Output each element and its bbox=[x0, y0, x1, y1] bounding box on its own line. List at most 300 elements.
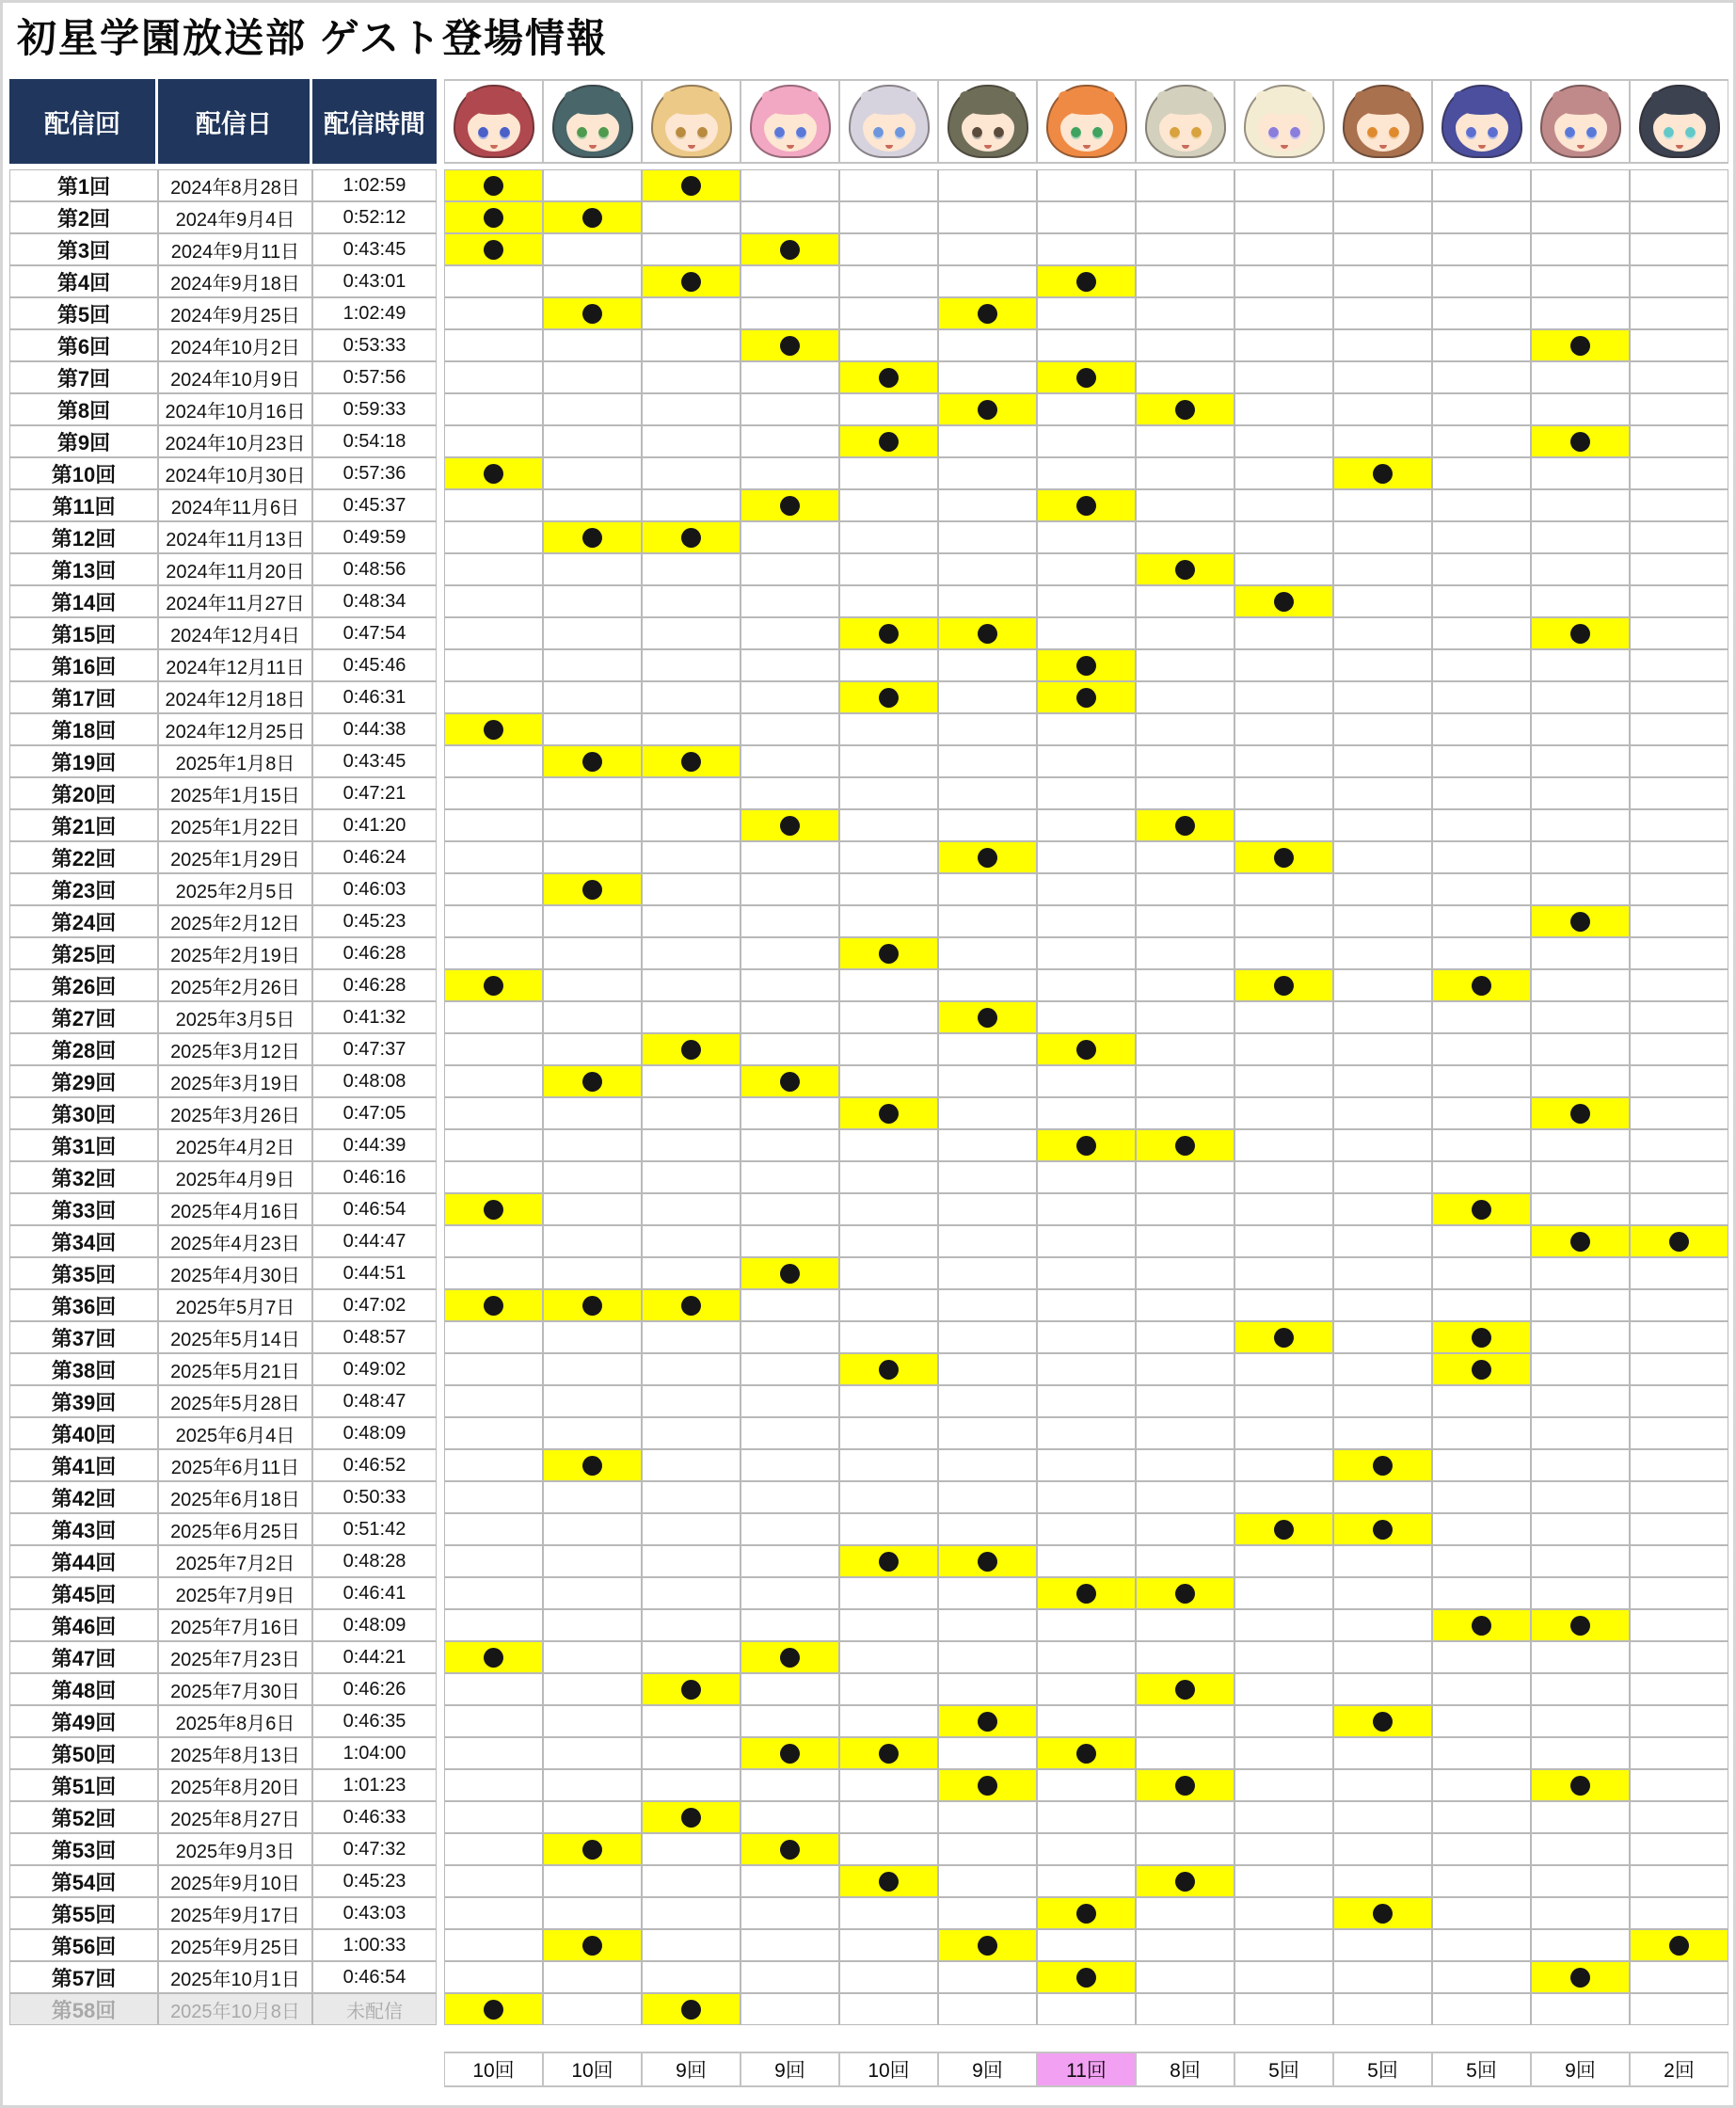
appearance-cell bbox=[1333, 1321, 1432, 1353]
appearance-dot bbox=[681, 2000, 701, 2020]
appearance-cell bbox=[1234, 425, 1333, 457]
appearance-cell bbox=[839, 1865, 938, 1897]
appearance-cell bbox=[839, 873, 938, 905]
appearance-dot bbox=[681, 176, 701, 196]
guest-avatar-10 bbox=[1333, 79, 1432, 164]
appearance-cell bbox=[1630, 1481, 1728, 1513]
row-spacer bbox=[437, 265, 444, 297]
appearance-dot bbox=[1570, 1232, 1590, 1252]
appearance-cell bbox=[1432, 329, 1531, 361]
appearance-cell bbox=[444, 1321, 543, 1353]
appearance-cell bbox=[1136, 1353, 1234, 1385]
episode-number: 第3回 bbox=[9, 233, 158, 265]
row-spacer bbox=[437, 777, 444, 809]
appearance-dot bbox=[879, 1744, 899, 1764]
appearance-cell bbox=[938, 1161, 1037, 1193]
appearance-cell bbox=[642, 1961, 741, 1993]
episode-date: 2025年2月19日 bbox=[158, 937, 312, 969]
appearance-dot bbox=[1076, 1744, 1096, 1764]
appearance-cell bbox=[839, 1193, 938, 1225]
appearance-cell bbox=[938, 777, 1037, 809]
episode-number: 第44回 bbox=[9, 1545, 158, 1577]
episode-row bbox=[9, 1417, 1728, 1449]
appearance-cell bbox=[839, 361, 938, 393]
episode-number: 第46回 bbox=[9, 1609, 158, 1641]
guest-appearance-table bbox=[9, 79, 1728, 2087]
appearance-cell bbox=[1136, 1673, 1234, 1705]
episode-number: 第18回 bbox=[9, 713, 158, 745]
appearance-cell bbox=[1531, 1385, 1630, 1417]
appearance-cell bbox=[1432, 1609, 1531, 1641]
episode-number: 第10回 bbox=[9, 457, 158, 489]
episode-number: 第39回 bbox=[9, 1385, 158, 1417]
appearance-cell bbox=[1136, 841, 1234, 873]
episode-date: 2024年12月11日 bbox=[158, 649, 312, 681]
appearance-cell bbox=[1136, 1609, 1234, 1641]
guest-avatar-8 bbox=[1136, 79, 1234, 164]
appearance-cell bbox=[444, 585, 543, 617]
appearance-cell bbox=[1630, 1929, 1728, 1961]
appearance-cell bbox=[938, 809, 1037, 841]
avatar-bangs bbox=[1651, 91, 1708, 115]
appearance-dot bbox=[1175, 400, 1195, 420]
episode-row bbox=[9, 969, 1728, 1001]
episode-date: 2025年1月29日 bbox=[158, 841, 312, 873]
appearance-cell bbox=[642, 521, 741, 553]
appearance-cell bbox=[1136, 777, 1234, 809]
appearance-cell bbox=[938, 1833, 1037, 1865]
row-spacer bbox=[437, 1097, 444, 1129]
row-spacer bbox=[437, 233, 444, 265]
row-spacer bbox=[437, 1353, 444, 1385]
appearance-cell bbox=[1432, 1129, 1531, 1161]
appearance-cell bbox=[1333, 585, 1432, 617]
episode-number: 第8回 bbox=[9, 393, 158, 425]
episode-row bbox=[9, 681, 1728, 713]
appearance-cell bbox=[1136, 1225, 1234, 1257]
episode-row bbox=[9, 1865, 1728, 1897]
appearance-cell bbox=[741, 1609, 839, 1641]
episode-row bbox=[9, 1929, 1728, 1961]
appearance-dot bbox=[1472, 1616, 1491, 1636]
appearance-cell bbox=[1037, 969, 1136, 1001]
appearance-dot bbox=[484, 1648, 503, 1668]
episode-number: 第9回 bbox=[9, 425, 158, 457]
episode-row bbox=[9, 1321, 1728, 1353]
row-spacer bbox=[437, 169, 444, 201]
appearance-cell bbox=[938, 169, 1037, 201]
appearance-dot bbox=[582, 528, 602, 548]
appearance-cell bbox=[839, 1737, 938, 1769]
appearance-cell bbox=[1037, 1321, 1136, 1353]
appearance-dot bbox=[1570, 624, 1590, 644]
appearance-cell bbox=[839, 1257, 938, 1289]
episode-row bbox=[9, 1897, 1728, 1929]
appearance-dot bbox=[681, 1680, 701, 1700]
episode-row bbox=[9, 457, 1728, 489]
appearance-cell bbox=[1432, 1033, 1531, 1065]
episode-date: 2025年8月27日 bbox=[158, 1801, 312, 1833]
appearance-cell bbox=[938, 1193, 1037, 1225]
appearance-cell bbox=[1333, 457, 1432, 489]
appearance-dot bbox=[582, 304, 602, 324]
appearance-cell bbox=[1037, 1449, 1136, 1481]
appearance-cell bbox=[1531, 969, 1630, 1001]
appearance-cell bbox=[543, 1129, 642, 1161]
episode-time: 0:47:02 bbox=[312, 1289, 437, 1321]
appearance-cell bbox=[741, 1065, 839, 1097]
avatar-eye bbox=[1664, 127, 1674, 139]
appearance-cell bbox=[1432, 1865, 1531, 1897]
appearance-cell bbox=[444, 1097, 543, 1129]
appearance-cell bbox=[839, 1929, 938, 1961]
appearance-cell bbox=[1136, 809, 1234, 841]
episode-time: 0:46:26 bbox=[312, 1673, 437, 1705]
appearance-cell bbox=[543, 1097, 642, 1129]
appearance-cell bbox=[741, 1033, 839, 1065]
appearance-cell bbox=[543, 489, 642, 521]
avatar-icon bbox=[651, 85, 732, 158]
appearance-cell bbox=[938, 553, 1037, 585]
appearance-cell bbox=[1333, 937, 1432, 969]
appearance-cell bbox=[1136, 1801, 1234, 1833]
appearance-cell bbox=[444, 969, 543, 1001]
row-spacer bbox=[437, 1193, 444, 1225]
appearance-cell bbox=[741, 1865, 839, 1897]
appearance-dot bbox=[1373, 1520, 1393, 1540]
episode-time: 0:44:47 bbox=[312, 1225, 437, 1257]
appearance-cell bbox=[642, 1161, 741, 1193]
appearance-cell bbox=[1037, 1257, 1136, 1289]
episode-date: 2025年6月4日 bbox=[158, 1417, 312, 1449]
appearance-dot bbox=[1175, 1680, 1195, 1700]
appearance-cell bbox=[1136, 1289, 1234, 1321]
appearance-dot bbox=[1076, 368, 1096, 388]
episode-row bbox=[9, 393, 1728, 425]
appearance-dot bbox=[1570, 912, 1590, 932]
appearance-cell bbox=[1333, 1993, 1432, 2025]
appearance-cell bbox=[1432, 841, 1531, 873]
appearance-cell bbox=[1234, 489, 1333, 521]
episode-date: 2025年8月13日 bbox=[158, 1737, 312, 1769]
episode-number: 第24回 bbox=[9, 905, 158, 937]
episode-number: 第6回 bbox=[9, 329, 158, 361]
appearance-cell bbox=[1432, 521, 1531, 553]
appearance-cell bbox=[1136, 713, 1234, 745]
appearance-cell bbox=[1333, 1289, 1432, 1321]
appearance-cell bbox=[1037, 329, 1136, 361]
appearance-cell bbox=[543, 1609, 642, 1641]
appearance-cell bbox=[543, 521, 642, 553]
appearance-cell bbox=[938, 1001, 1037, 1033]
appearance-cell bbox=[1136, 1001, 1234, 1033]
appearance-cell bbox=[1432, 1641, 1531, 1673]
episode-date: 2024年12月4日 bbox=[158, 617, 312, 649]
appearance-cell bbox=[1630, 233, 1728, 265]
appearance-cell bbox=[839, 1993, 938, 2025]
appearance-cell bbox=[839, 233, 938, 265]
appearance-cell bbox=[1630, 393, 1728, 425]
appearance-dot bbox=[1570, 1968, 1590, 1988]
appearance-cell bbox=[1531, 745, 1630, 777]
appearance-dot bbox=[1076, 496, 1096, 516]
appearance-cell bbox=[1136, 1833, 1234, 1865]
episode-date: 2024年10月23日 bbox=[158, 425, 312, 457]
row-spacer bbox=[437, 457, 444, 489]
appearance-cell bbox=[1333, 1545, 1432, 1577]
appearance-cell bbox=[938, 617, 1037, 649]
appearance-cell bbox=[938, 1481, 1037, 1513]
appearance-cell bbox=[1234, 457, 1333, 489]
appearance-cell bbox=[938, 937, 1037, 969]
appearance-cell bbox=[741, 1097, 839, 1129]
appearance-cell bbox=[1136, 265, 1234, 297]
episode-date: 2025年7月9日 bbox=[158, 1577, 312, 1609]
appearance-cell bbox=[1630, 1385, 1728, 1417]
episode-number: 第21回 bbox=[9, 809, 158, 841]
appearance-cell bbox=[1234, 1577, 1333, 1609]
appearance-cell bbox=[1630, 425, 1728, 457]
appearance-cell bbox=[839, 809, 938, 841]
appearance-cell bbox=[642, 1545, 741, 1577]
episode-time: 1:01:23 bbox=[312, 1769, 437, 1801]
appearance-cell bbox=[543, 1673, 642, 1705]
appearance-cell bbox=[1630, 617, 1728, 649]
episode-number: 第12回 bbox=[9, 521, 158, 553]
appearance-cell bbox=[1531, 1737, 1630, 1769]
appearance-cell bbox=[1531, 713, 1630, 745]
appearance-dot bbox=[978, 1008, 997, 1028]
episode-time: 0:49:02 bbox=[312, 1353, 437, 1385]
appearance-cell bbox=[1234, 329, 1333, 361]
appearance-cell bbox=[741, 873, 839, 905]
appearance-dot bbox=[879, 1104, 899, 1124]
appearance-cell bbox=[1234, 201, 1333, 233]
appearance-cell bbox=[1531, 457, 1630, 489]
appearance-cell bbox=[642, 1193, 741, 1225]
avatar-bangs bbox=[1059, 91, 1115, 115]
appearance-cell bbox=[543, 649, 642, 681]
appearance-cell bbox=[444, 777, 543, 809]
appearance-cell bbox=[1037, 1801, 1136, 1833]
appearance-cell bbox=[938, 681, 1037, 713]
episode-number: 第17回 bbox=[9, 681, 158, 713]
episode-row bbox=[9, 1673, 1728, 1705]
appearance-cell bbox=[642, 1769, 741, 1801]
appearance-cell bbox=[741, 265, 839, 297]
appearance-cell bbox=[839, 777, 938, 809]
appearance-dot bbox=[780, 816, 800, 836]
appearance-cell bbox=[444, 1161, 543, 1193]
appearance-cell bbox=[839, 585, 938, 617]
row-spacer bbox=[437, 905, 444, 937]
appearance-cell bbox=[1432, 1257, 1531, 1289]
appearance-cell bbox=[1037, 1577, 1136, 1609]
appearance-cell bbox=[1630, 1801, 1728, 1833]
appearance-cell bbox=[1432, 1417, 1531, 1449]
episode-number: 第50回 bbox=[9, 1737, 158, 1769]
episode-time: 0:48:34 bbox=[312, 585, 437, 617]
appearance-cell bbox=[444, 265, 543, 297]
guest-total-10: 5回 bbox=[1333, 2052, 1432, 2087]
appearance-cell bbox=[1136, 1737, 1234, 1769]
appearance-cell bbox=[1136, 1993, 1234, 2025]
episode-time: 0:46:03 bbox=[312, 873, 437, 905]
appearance-cell bbox=[1037, 297, 1136, 329]
appearance-cell bbox=[444, 649, 543, 681]
avatar-eye bbox=[1586, 127, 1597, 139]
appearance-cell bbox=[741, 1161, 839, 1193]
appearance-cell bbox=[1037, 1513, 1136, 1545]
appearance-cell bbox=[1333, 1929, 1432, 1961]
appearance-cell bbox=[1531, 1545, 1630, 1577]
appearance-cell bbox=[1630, 681, 1728, 713]
appearance-cell bbox=[1432, 1673, 1531, 1705]
appearance-cell bbox=[1531, 1929, 1630, 1961]
episode-number: 第13回 bbox=[9, 553, 158, 585]
appearance-cell bbox=[1630, 649, 1728, 681]
episode-time: 0:46:33 bbox=[312, 1801, 437, 1833]
episode-row bbox=[9, 1193, 1728, 1225]
episode-row bbox=[9, 649, 1728, 681]
appearance-cell bbox=[642, 1737, 741, 1769]
appearance-cell bbox=[1136, 1545, 1234, 1577]
appearance-cell bbox=[1333, 1033, 1432, 1065]
appearance-cell bbox=[1037, 489, 1136, 521]
appearance-cell bbox=[1037, 1705, 1136, 1737]
appearance-cell bbox=[1432, 425, 1531, 457]
appearance-cell bbox=[1432, 1097, 1531, 1129]
appearance-cell bbox=[1432, 585, 1531, 617]
appearance-cell bbox=[938, 1641, 1037, 1673]
appearance-cell bbox=[1531, 1609, 1630, 1641]
appearance-cell bbox=[741, 777, 839, 809]
appearance-dot bbox=[484, 240, 503, 260]
episode-number: 第38回 bbox=[9, 1353, 158, 1385]
episode-time: 0:46:54 bbox=[312, 1193, 437, 1225]
appearance-cell bbox=[1531, 873, 1630, 905]
appearance-cell bbox=[1531, 1161, 1630, 1193]
appearance-cell bbox=[1630, 1673, 1728, 1705]
episode-row bbox=[9, 1481, 1728, 1513]
episode-date: 2025年10月1日 bbox=[158, 1961, 312, 1993]
avatar-icon bbox=[1244, 85, 1325, 158]
episode-date: 2025年5月28日 bbox=[158, 1385, 312, 1417]
appearance-dot bbox=[1076, 1968, 1096, 1988]
appearance-cell bbox=[543, 329, 642, 361]
avatar-eye bbox=[1191, 127, 1202, 139]
appearance-dot bbox=[978, 1552, 997, 1572]
episode-row bbox=[9, 1801, 1728, 1833]
appearance-cell bbox=[1630, 1737, 1728, 1769]
appearance-cell bbox=[839, 553, 938, 585]
appearance-cell bbox=[1630, 265, 1728, 297]
episode-row bbox=[9, 1449, 1728, 1481]
appearance-cell bbox=[741, 1577, 839, 1609]
appearance-cell bbox=[1630, 489, 1728, 521]
appearance-cell bbox=[642, 457, 741, 489]
row-spacer bbox=[437, 617, 444, 649]
appearance-cell bbox=[741, 1833, 839, 1865]
appearance-cell bbox=[1136, 201, 1234, 233]
appearance-dot bbox=[1076, 272, 1096, 292]
appearance-cell bbox=[1531, 1449, 1630, 1481]
appearance-cell bbox=[1037, 1769, 1136, 1801]
appearance-cell bbox=[1531, 649, 1630, 681]
episode-time: 0:57:36 bbox=[312, 457, 437, 489]
episode-date: 2025年6月18日 bbox=[158, 1481, 312, 1513]
appearance-cell bbox=[1432, 169, 1531, 201]
appearance-cell bbox=[741, 1481, 839, 1513]
guest-total-6: 9回 bbox=[938, 2052, 1037, 2087]
appearance-cell bbox=[741, 1961, 839, 1993]
appearance-cell bbox=[1037, 1609, 1136, 1641]
appearance-cell bbox=[1432, 1449, 1531, 1481]
appearance-cell bbox=[1136, 489, 1234, 521]
appearance-dot bbox=[1570, 1104, 1590, 1124]
appearance-cell bbox=[444, 425, 543, 457]
appearance-cell bbox=[543, 1737, 642, 1769]
appearance-dot bbox=[1570, 336, 1590, 356]
appearance-cell bbox=[1630, 1097, 1728, 1129]
appearance-cell bbox=[938, 1449, 1037, 1481]
episode-row bbox=[9, 1129, 1728, 1161]
appearance-cell bbox=[444, 1033, 543, 1065]
appearance-cell bbox=[1333, 553, 1432, 585]
appearance-cell bbox=[642, 617, 741, 649]
episode-date: 2025年3月12日 bbox=[158, 1033, 312, 1065]
episode-row bbox=[9, 1353, 1728, 1385]
appearance-dot bbox=[978, 1776, 997, 1796]
appearance-dot bbox=[484, 720, 503, 740]
episode-row bbox=[9, 425, 1728, 457]
row-spacer bbox=[437, 1385, 444, 1417]
appearance-cell bbox=[1136, 1097, 1234, 1129]
appearance-cell bbox=[642, 361, 741, 393]
avatar-eye bbox=[1290, 127, 1300, 139]
episode-row bbox=[9, 1065, 1728, 1097]
header-date: 配信日 bbox=[158, 79, 312, 164]
episode-number: 第20回 bbox=[9, 777, 158, 809]
appearance-cell bbox=[1432, 617, 1531, 649]
appearance-cell bbox=[741, 681, 839, 713]
episode-time: 0:41:32 bbox=[312, 1001, 437, 1033]
appearance-cell bbox=[1630, 777, 1728, 809]
appearance-cell bbox=[839, 1897, 938, 1929]
appearance-cell bbox=[444, 1449, 543, 1481]
episode-number: 第58回 bbox=[9, 1993, 158, 2025]
episode-date: 2025年3月26日 bbox=[158, 1097, 312, 1129]
appearance-cell bbox=[642, 681, 741, 713]
appearance-cell bbox=[1037, 1289, 1136, 1321]
appearance-dot bbox=[1472, 1328, 1491, 1348]
row-spacer bbox=[437, 1065, 444, 1097]
appearance-cell bbox=[1531, 1321, 1630, 1353]
row-spacer bbox=[437, 1769, 444, 1801]
episode-date: 2025年9月10日 bbox=[158, 1865, 312, 1897]
appearance-cell bbox=[1531, 1225, 1630, 1257]
appearance-cell bbox=[1531, 841, 1630, 873]
appearance-cell bbox=[1432, 1481, 1531, 1513]
row-spacer bbox=[437, 1321, 444, 1353]
appearance-cell bbox=[1432, 873, 1531, 905]
episode-row bbox=[9, 1833, 1728, 1865]
episode-time: 0:46:31 bbox=[312, 681, 437, 713]
appearance-cell bbox=[938, 1353, 1037, 1385]
episode-time: 0:44:38 bbox=[312, 713, 437, 745]
appearance-cell bbox=[1037, 457, 1136, 489]
appearance-cell bbox=[938, 1769, 1037, 1801]
